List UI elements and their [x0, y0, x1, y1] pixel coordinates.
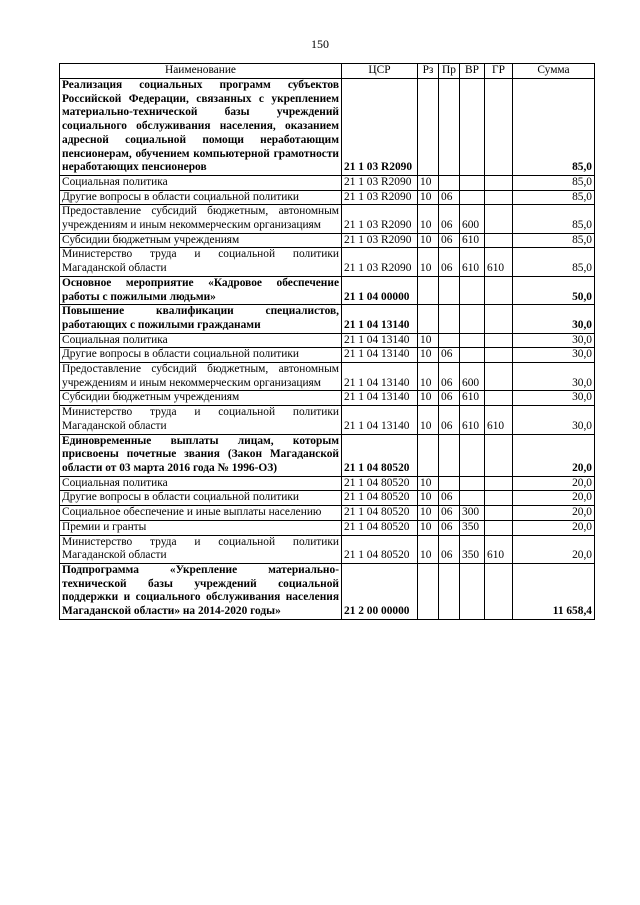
cell-gr — [485, 333, 513, 348]
cell-vr — [460, 276, 485, 304]
cell-vr — [460, 563, 485, 619]
cell-vr — [460, 190, 485, 205]
table-row — [60, 491, 595, 506]
cell-vr: 610 — [460, 391, 485, 406]
cell-vr: 300 — [460, 506, 485, 521]
cell-vr: 610 — [460, 248, 485, 276]
cell-name: Другие вопросы в области социальной политики — [60, 348, 342, 363]
table-row — [60, 79, 595, 176]
cell-rz — [418, 305, 439, 333]
cell-csr: 21 1 03 R2090 — [342, 190, 418, 205]
cell-gr: 610 — [485, 535, 513, 563]
cell-pr — [439, 563, 460, 619]
cell-gr — [485, 305, 513, 333]
cell-name: Предоставление субсидий бюджетным, автономным учреждениям и иным некоммерческим организациям — [60, 205, 342, 233]
cell-gr: 610 — [485, 248, 513, 276]
header-gr: ГР — [485, 64, 513, 79]
header-vr: ВР — [460, 64, 485, 79]
cell-csr: 21 1 04 80520 — [342, 476, 418, 491]
cell-sum: 11 658,4 — [513, 563, 595, 619]
cell-vr: 350 — [460, 520, 485, 535]
budget-table — [59, 63, 595, 620]
page-number: 150 — [311, 37, 329, 51]
cell-csr: 21 1 04 80520 — [342, 491, 418, 506]
table-body — [60, 79, 595, 620]
table-row — [60, 363, 595, 391]
cell-rz: 10 — [418, 491, 439, 506]
cell-name: Социальная политика — [60, 333, 342, 348]
cell-csr: 21 1 04 13140 — [342, 348, 418, 363]
cell-csr: 21 1 03 R2090 — [342, 79, 418, 176]
cell-sum: 30,0 — [513, 305, 595, 333]
cell-pr — [439, 175, 460, 190]
cell-rz: 10 — [418, 233, 439, 248]
cell-rz: 10 — [418, 333, 439, 348]
table-row — [60, 391, 595, 406]
cell-rz: 10 — [418, 506, 439, 521]
cell-sum: 85,0 — [513, 190, 595, 205]
cell-gr — [485, 506, 513, 521]
table-row — [60, 434, 595, 476]
cell-vr — [460, 305, 485, 333]
cell-sum: 20,0 — [513, 434, 595, 476]
header-pr: Пр — [439, 64, 460, 79]
cell-rz — [418, 79, 439, 176]
cell-sum: 50,0 — [513, 276, 595, 304]
cell-rz: 10 — [418, 520, 439, 535]
cell-gr: 610 — [485, 406, 513, 434]
cell-vr — [460, 348, 485, 363]
cell-csr: 21 2 00 00000 — [342, 563, 418, 619]
cell-gr — [485, 434, 513, 476]
cell-sum: 20,0 — [513, 535, 595, 563]
cell-csr: 21 1 04 80520 — [342, 520, 418, 535]
cell-sum: 85,0 — [513, 248, 595, 276]
cell-rz: 10 — [418, 476, 439, 491]
cell-gr — [485, 563, 513, 619]
cell-vr — [460, 491, 485, 506]
cell-name: Министерство труда и социальной политики Магаданской области — [60, 535, 342, 563]
cell-rz: 10 — [418, 535, 439, 563]
table-row — [60, 506, 595, 521]
cell-rz: 10 — [418, 175, 439, 190]
table-row — [60, 276, 595, 304]
cell-name: Реализация социальных программ субъектов Российской Федерации, связанных с укреплением материально-технической базы учреждений социального обслуживания населения, оказанием адресной социальной помощи неработающим пенсионерам, обучением компьютерной грамотности неработающих пенсионеров — [60, 79, 342, 176]
cell-gr — [485, 363, 513, 391]
cell-csr: 21 1 04 13140 — [342, 305, 418, 333]
cell-csr: 21 1 03 R2090 — [342, 175, 418, 190]
cell-pr: 06 — [439, 406, 460, 434]
cell-rz: 10 — [418, 363, 439, 391]
cell-csr: 21 1 04 13140 — [342, 333, 418, 348]
cell-rz — [418, 563, 439, 619]
cell-pr: 06 — [439, 491, 460, 506]
cell-gr — [485, 491, 513, 506]
cell-rz — [418, 434, 439, 476]
cell-vr: 600 — [460, 205, 485, 233]
cell-gr — [485, 348, 513, 363]
cell-gr — [485, 276, 513, 304]
cell-name: Социальная политика — [60, 476, 342, 491]
cell-pr: 06 — [439, 363, 460, 391]
cell-name: Другие вопросы в области социальной политики — [60, 491, 342, 506]
cell-csr: 21 1 04 80520 — [342, 506, 418, 521]
table-row — [60, 248, 595, 276]
cell-name: Министерство труда и социальной политики Магаданской области — [60, 406, 342, 434]
cell-vr: 610 — [460, 233, 485, 248]
cell-rz: 10 — [418, 391, 439, 406]
table-row — [60, 333, 595, 348]
table-row — [60, 520, 595, 535]
cell-sum: 30,0 — [513, 391, 595, 406]
cell-rz: 10 — [418, 406, 439, 434]
cell-pr — [439, 434, 460, 476]
cell-vr — [460, 434, 485, 476]
table-row — [60, 476, 595, 491]
cell-gr — [485, 175, 513, 190]
cell-vr — [460, 79, 485, 176]
cell-csr: 21 1 04 80520 — [342, 434, 418, 476]
cell-rz: 10 — [418, 348, 439, 363]
cell-pr — [439, 79, 460, 176]
header-csr: ЦСР — [342, 64, 418, 79]
cell-gr — [485, 190, 513, 205]
cell-rz: 10 — [418, 248, 439, 276]
table-row — [60, 190, 595, 205]
cell-sum: 20,0 — [513, 491, 595, 506]
cell-name: Министерство труда и социальной политики Магаданской области — [60, 248, 342, 276]
cell-rz — [418, 276, 439, 304]
cell-pr — [439, 276, 460, 304]
cell-sum: 20,0 — [513, 506, 595, 521]
cell-vr: 350 — [460, 535, 485, 563]
cell-name: Премии и гранты — [60, 520, 342, 535]
cell-pr: 06 — [439, 520, 460, 535]
table-row — [60, 305, 595, 333]
table-row — [60, 233, 595, 248]
cell-gr — [485, 520, 513, 535]
cell-pr: 06 — [439, 248, 460, 276]
cell-sum: 85,0 — [513, 79, 595, 176]
header-sum: Сумма — [513, 64, 595, 79]
cell-sum: 30,0 — [513, 406, 595, 434]
cell-name: Социальное обеспечение и иные выплаты населению — [60, 506, 342, 521]
cell-sum: 85,0 — [513, 175, 595, 190]
cell-csr: 21 1 03 R2090 — [342, 248, 418, 276]
table-row — [60, 205, 595, 233]
cell-csr: 21 1 04 00000 — [342, 276, 418, 304]
cell-name: Единовременные выплаты лицам, которым присвоены почетные звания (Закон Магаданской области от 03 марта 2016 года № 1996-ОЗ) — [60, 434, 342, 476]
cell-pr — [439, 333, 460, 348]
cell-pr: 06 — [439, 190, 460, 205]
cell-csr: 21 1 04 13140 — [342, 391, 418, 406]
cell-pr: 06 — [439, 205, 460, 233]
cell-sum: 30,0 — [513, 333, 595, 348]
cell-sum: 20,0 — [513, 520, 595, 535]
table-row — [60, 175, 595, 190]
cell-csr: 21 1 04 13140 — [342, 363, 418, 391]
cell-csr: 21 1 03 R2090 — [342, 233, 418, 248]
cell-name: Предоставление субсидий бюджетным, автономным учреждениям и иным некоммерческим организациям — [60, 363, 342, 391]
cell-vr — [460, 175, 485, 190]
table-row — [60, 535, 595, 563]
header-rz: Рз — [418, 64, 439, 79]
table-header-row — [60, 64, 595, 79]
cell-rz: 10 — [418, 205, 439, 233]
cell-rz: 10 — [418, 190, 439, 205]
cell-vr — [460, 476, 485, 491]
cell-name: Субсидии бюджетным учреждениям — [60, 233, 342, 248]
cell-vr — [460, 333, 485, 348]
cell-gr — [485, 205, 513, 233]
cell-name: Основное мероприятие «Кадровое обеспечение работы с пожилыми людьми» — [60, 276, 342, 304]
cell-vr: 600 — [460, 363, 485, 391]
cell-pr: 06 — [439, 348, 460, 363]
cell-sum: 30,0 — [513, 348, 595, 363]
cell-name: Подпрограмма «Укрепление материально-технической базы учреждений социальной поддержки и социального обслуживания населения Магаданской области» на 2014-2020 годы» — [60, 563, 342, 619]
cell-gr — [485, 391, 513, 406]
cell-sum: 30,0 — [513, 363, 595, 391]
header-name: Наименование — [60, 64, 342, 79]
cell-vr: 610 — [460, 406, 485, 434]
cell-sum: 20,0 — [513, 476, 595, 491]
cell-name: Социальная политика — [60, 175, 342, 190]
cell-csr: 21 1 04 13140 — [342, 406, 418, 434]
cell-pr: 06 — [439, 506, 460, 521]
cell-sum: 85,0 — [513, 233, 595, 248]
cell-pr: 06 — [439, 391, 460, 406]
cell-name: Повышение квалификации специалистов, работающих с пожилыми гражданами — [60, 305, 342, 333]
cell-pr — [439, 476, 460, 491]
cell-csr: 21 1 04 80520 — [342, 535, 418, 563]
table-row — [60, 406, 595, 434]
cell-name: Субсидии бюджетным учреждениям — [60, 391, 342, 406]
cell-pr: 06 — [439, 535, 460, 563]
cell-gr — [485, 476, 513, 491]
cell-gr — [485, 233, 513, 248]
cell-csr: 21 1 03 R2090 — [342, 205, 418, 233]
cell-gr — [485, 79, 513, 176]
cell-pr — [439, 305, 460, 333]
cell-sum: 85,0 — [513, 205, 595, 233]
cell-pr: 06 — [439, 233, 460, 248]
table-row — [60, 563, 595, 619]
table-row — [60, 348, 595, 363]
cell-name: Другие вопросы в области социальной политики — [60, 190, 342, 205]
